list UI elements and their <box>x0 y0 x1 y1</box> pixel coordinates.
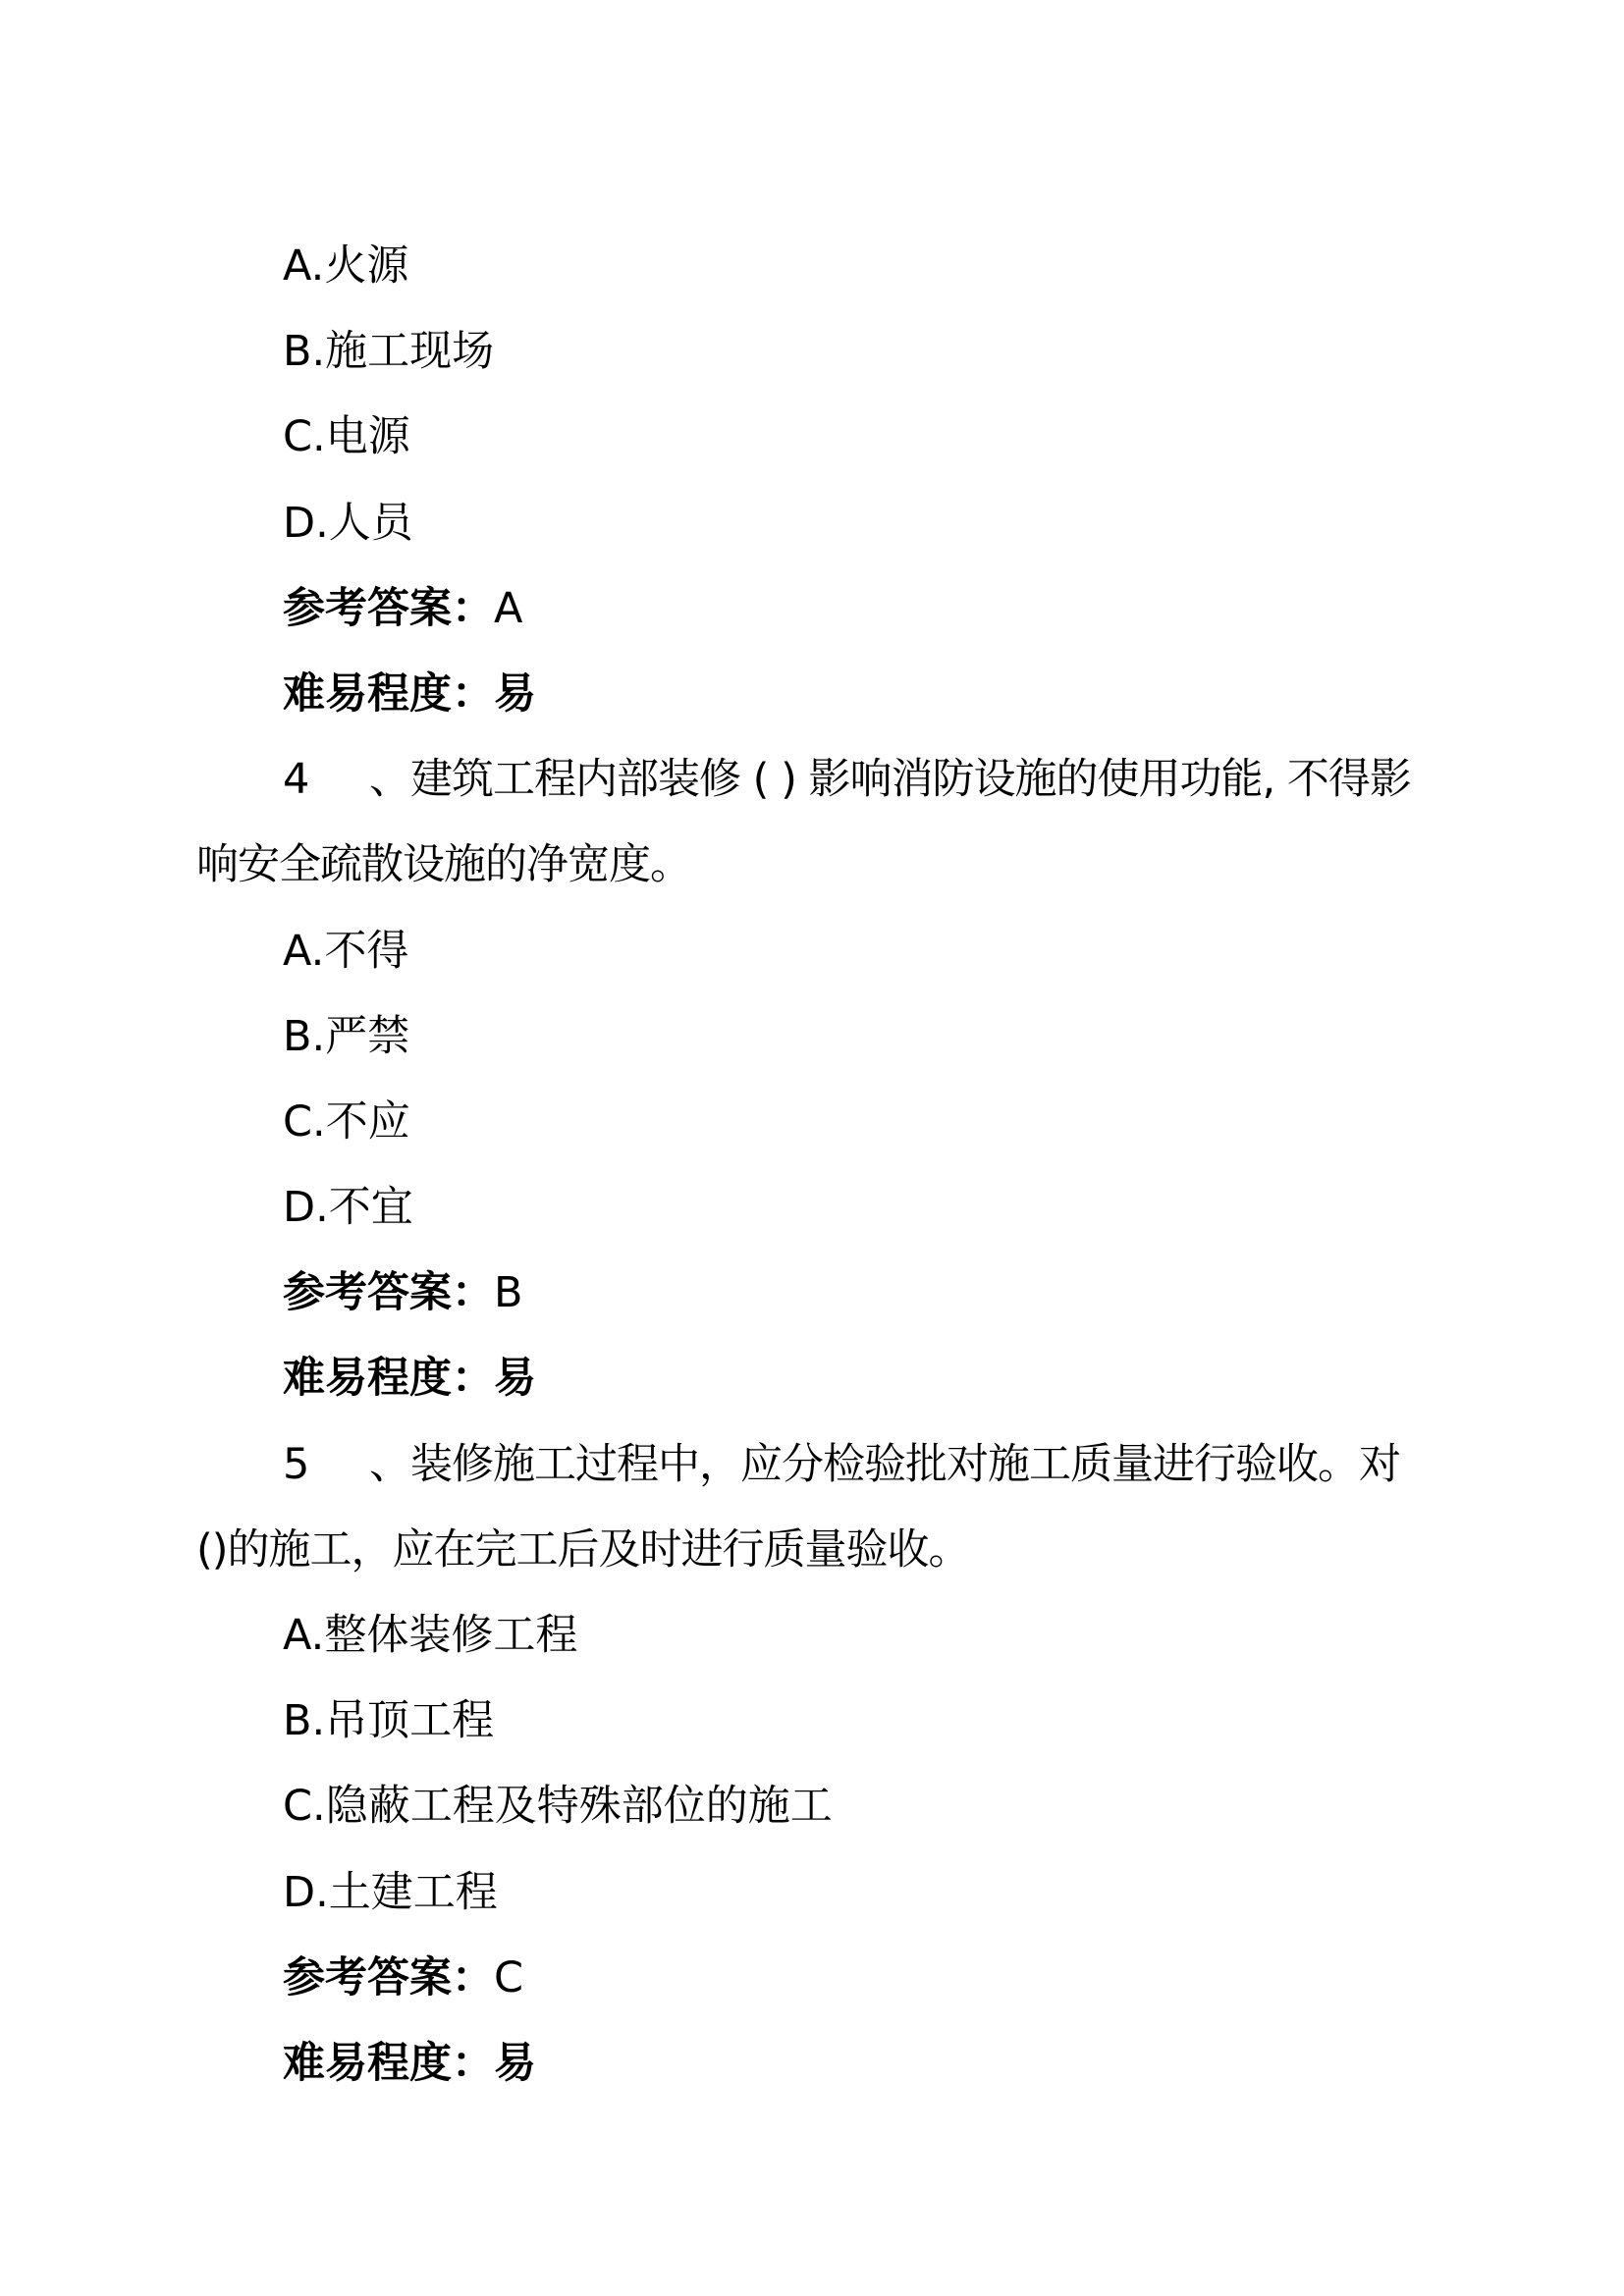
question-number: 4 <box>283 755 309 805</box>
question-block-5 <box>196 1422 1443 2108</box>
difficulty-value: 易 <box>494 2038 536 2088</box>
option-c <box>196 395 1443 480</box>
reference-answer <box>196 566 1443 652</box>
question-block-4 <box>196 737 1443 1422</box>
option-letter: C. <box>283 1782 326 1832</box>
option-text: 施工现场 <box>325 327 495 377</box>
option-text: 不宜 <box>328 1183 413 1233</box>
option-letter: A. <box>283 241 325 291</box>
option-d <box>196 481 1443 566</box>
option-b <box>196 309 1443 395</box>
option-letter: B. <box>283 1011 326 1061</box>
difficulty-value: 易 <box>494 1354 536 1404</box>
option-text: 整体装修工程 <box>324 1611 578 1660</box>
option-a <box>196 1593 1443 1679</box>
question-text: 、建筑工程内部装修 ( ) 影响消防设施的使用功能, 不得影 <box>369 755 1411 805</box>
option-letter: A. <box>283 1611 325 1660</box>
reference-answer <box>196 1936 1443 2021</box>
option-letter: B. <box>283 1696 326 1746</box>
difficulty-label: 难易程度： <box>283 668 494 719</box>
option-letter: D. <box>283 498 329 548</box>
option-c <box>196 1764 1443 1849</box>
question-block-3 <box>196 224 1443 737</box>
option-text: 人员 <box>328 498 413 548</box>
option-text: 吊顶工程 <box>325 1696 495 1746</box>
difficulty-value: 易 <box>494 668 536 719</box>
option-text: 不得 <box>324 926 409 976</box>
option-letter: D. <box>283 1867 329 1917</box>
option-text: 严禁 <box>325 1011 410 1061</box>
difficulty <box>196 1336 1443 1421</box>
option-b <box>196 994 1443 1080</box>
option-letter: C. <box>283 412 326 462</box>
option-a <box>196 909 1443 994</box>
question-stem-line-2 <box>196 823 1443 908</box>
option-letter: D. <box>283 1183 329 1233</box>
option-d <box>196 1165 1443 1251</box>
question-number: 5 <box>283 1439 309 1489</box>
difficulty-label: 难易程度： <box>283 2038 494 2088</box>
option-text: 隐蔽工程及特殊部位的施工 <box>325 1782 833 1832</box>
question-text: 、装修施工过程中，应分检验批对施工质量进行验收。对 <box>369 1439 1400 1489</box>
option-text: 不应 <box>325 1096 410 1147</box>
reference-answer <box>196 1251 1443 1336</box>
document-page <box>196 224 1443 2107</box>
option-text: 火源 <box>324 241 409 291</box>
question-stem-line-1 <box>196 1422 1443 1508</box>
difficulty <box>196 2021 1443 2107</box>
option-text: 电源 <box>325 412 410 462</box>
answer-value: B <box>494 1268 523 1318</box>
answer-label: 参考答案： <box>283 1952 494 2002</box>
question-stem-line-1 <box>196 737 1443 823</box>
option-letter: C. <box>283 1096 326 1147</box>
answer-value: C <box>494 1952 524 2002</box>
option-text: 土建工程 <box>328 1867 498 1917</box>
difficulty <box>196 652 1443 737</box>
answer-label: 参考答案： <box>283 583 494 633</box>
option-letter: B. <box>283 327 326 377</box>
question-text: 响安全疏散设施的净宽度。 <box>196 840 691 890</box>
question-text: ()的施工，应在完工后及时进行质量验收。 <box>196 1524 970 1575</box>
question-stem-line-2 <box>196 1508 1443 1593</box>
difficulty-label: 难易程度： <box>283 1354 494 1404</box>
option-a <box>196 224 1443 309</box>
option-c <box>196 1080 1443 1165</box>
answer-value: A <box>494 583 523 633</box>
option-d <box>196 1850 1443 1936</box>
option-letter: A. <box>283 926 325 976</box>
option-b <box>196 1679 1443 1764</box>
answer-label: 参考答案： <box>283 1268 494 1318</box>
